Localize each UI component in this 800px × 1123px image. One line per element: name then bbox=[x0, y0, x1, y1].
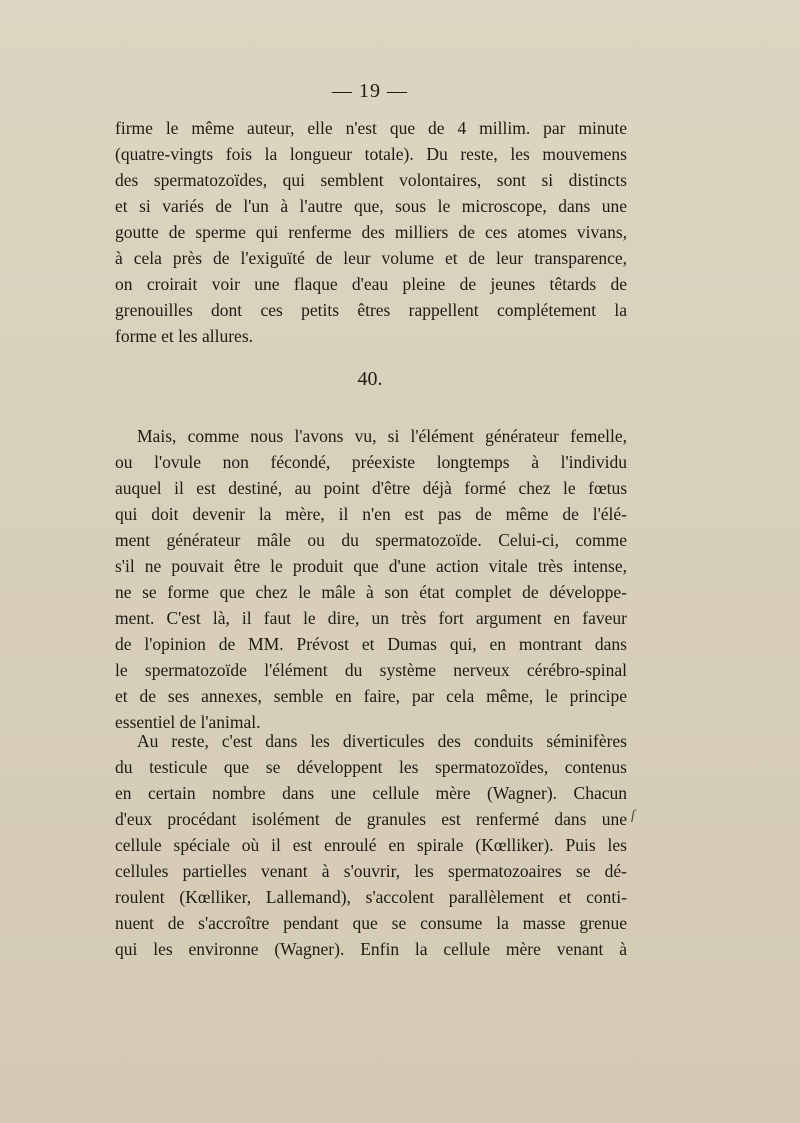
text-line: goutte de sperme qui renferme des milliers de ces atomes vivans, bbox=[115, 222, 627, 242]
text-line: Au reste, c'est dans les diverticules des conduits séminifères bbox=[137, 731, 627, 751]
text-line: on croirait voir une flaque d'eau pleine de jeunes têtards de bbox=[115, 274, 627, 294]
text-line: (quatre-vingts fois la longueur totale). Du reste, les mouvemens bbox=[115, 144, 627, 164]
text-line: forme et les allures. bbox=[115, 326, 254, 346]
text-line: cellules partielles venant à s'ouvrir, les spermatozoaires se dé- bbox=[115, 861, 627, 881]
section-number: 40. bbox=[357, 368, 383, 390]
page-number: — 19 — bbox=[332, 80, 408, 102]
text-line: Mais, comme nous l'avons vu, si l'élément générateur femelle, bbox=[137, 426, 627, 446]
paragraph-2 bbox=[115, 423, 627, 735]
text-line: le spermatozoïde l'élément du système nerveux cérébro-spinal bbox=[115, 660, 627, 680]
text-line: du testicule que se développent les spermatozoïdes, contenus bbox=[115, 757, 627, 777]
text-line: roulent (Kœlliker, Lallemand), s'accolent parallèlement et conti- bbox=[115, 887, 627, 907]
text-line: des spermatozoïdes, qui semblent volontaires, sont si distincts bbox=[115, 170, 627, 190]
text-line: d'eux procédant isolément de granules est renfermé dans une bbox=[115, 809, 627, 829]
text-line: nuent de s'accroître pendant que se consume la masse grenue bbox=[115, 913, 627, 933]
text-line: de l'opinion de MM. Prévost et Dumas qui, en montrant dans bbox=[115, 634, 627, 654]
text-line: ne se forme que chez le mâle à son état complet de développe- bbox=[115, 582, 627, 602]
text-line: ment. C'est là, il faut le dire, un très fort argument en faveur bbox=[115, 608, 627, 628]
text-line: cellule spéciale où il est enroulé en spirale (Kœlliker). Puis les bbox=[115, 835, 627, 855]
text-line: ment générateur mâle ou du spermatozoïde. Celui-ci, comme bbox=[115, 530, 627, 550]
text-line: qui doit devenir la mère, il n'en est pas de même de l'élé- bbox=[115, 504, 627, 524]
text-line: et si variés de l'un à l'autre que, sous le microscope, dans une bbox=[115, 196, 627, 216]
text-line: à cela près de l'exiguïté de leur volume et de leur transparence, bbox=[115, 248, 627, 268]
text-line: qui les environne (Wagner). Enfin la cellule mère venant à bbox=[115, 939, 627, 959]
text-line: et de ses annexes, semble en faire, par cela même, le principe bbox=[115, 686, 627, 706]
text-line: en certain nombre dans une cellule mère (Wagner). Chacun bbox=[115, 783, 627, 803]
text-line: s'il ne pouvait être le produit que d'une action vitale très intense, bbox=[115, 556, 627, 576]
paragraph-3 bbox=[115, 728, 627, 962]
text-line: ou l'ovule non fécondé, préexiste longtemps à l'individu bbox=[115, 452, 627, 472]
text-line: firme le même auteur, elle n'est que de 4 millim. par minute bbox=[115, 118, 627, 138]
margin-annotation: ſ bbox=[631, 808, 635, 823]
paragraph-1 bbox=[115, 115, 627, 349]
text-line: auquel il est destiné, au point d'être déjà formé chez le fœtus bbox=[115, 478, 627, 498]
text-line: grenouilles dont ces petits êtres rappellent complétement la bbox=[115, 300, 627, 320]
text-line: essentiel de l'animal. bbox=[115, 712, 261, 732]
